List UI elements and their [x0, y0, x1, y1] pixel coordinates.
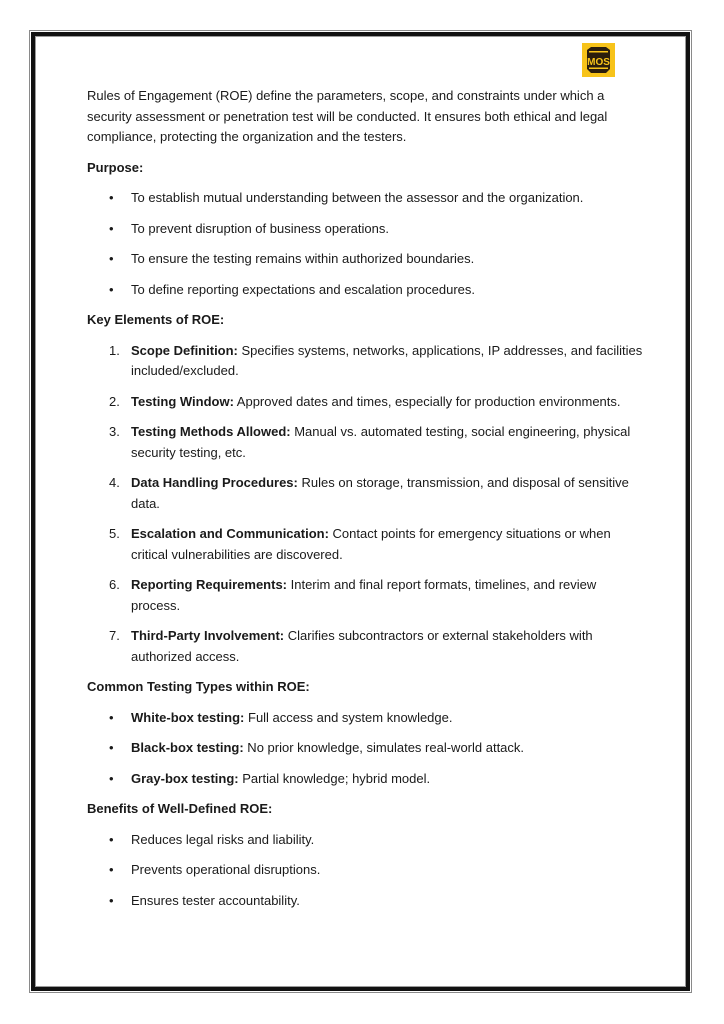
key-element-term: Testing Methods Allowed:	[131, 424, 291, 439]
key-element-term: Scope Definition:	[131, 342, 238, 358]
key-element-item	[87, 422, 647, 463]
purpose-item: • To prevent disruption of business operations.	[87, 219, 647, 240]
testing-type-item	[87, 708, 647, 729]
benefit-item: • Reduces legal risks and liability.	[87, 830, 647, 851]
list-number: 6.	[109, 577, 120, 592]
bullet-icon: •	[109, 770, 114, 786]
bullet-icon: •	[109, 740, 114, 755]
key-element-item	[87, 524, 647, 565]
key-element-item	[87, 626, 647, 667]
key-element-desc: Clarifies subcontractors or external stakeholders with authorized access.	[131, 628, 593, 664]
benefit-item: • Ensures tester accountability.	[87, 891, 647, 912]
testing-type-term: Black-box testing:	[131, 740, 244, 755]
testing-type-desc: Full access and system knowledge.	[244, 709, 453, 725]
key-element-term: Data Handling Procedures:	[131, 475, 298, 490]
key-element-item	[87, 392, 647, 413]
list-number: 3.	[109, 424, 120, 439]
testing-types-heading: Common Testing Types within ROE:	[87, 679, 310, 694]
list-number: 7.	[109, 628, 120, 643]
benefits-heading: Benefits of Well-Defined ROE:	[87, 801, 273, 816]
list-number: 1.	[109, 342, 120, 358]
bullet-icon: •	[109, 281, 114, 297]
bullet-icon: •	[109, 251, 114, 266]
testing-type-term: White-box testing:	[131, 709, 245, 725]
benefits-list	[87, 830, 647, 912]
bullet-icon: •	[109, 220, 114, 236]
mos-logo	[582, 43, 615, 77]
key-element-desc: Interim and final report formats, timelines, and review process.	[131, 577, 597, 613]
bullet-icon: •	[109, 892, 114, 908]
list-number: 5.	[109, 526, 120, 541]
logo-text: MOS	[587, 57, 610, 68]
purpose-item: • To ensure the testing remains within authorized boundaries.	[87, 249, 647, 270]
key-element-item	[87, 473, 647, 514]
benefit-item: • Prevents operational disruptions.	[87, 860, 647, 881]
intro-paragraph: Rules of Engagement (ROE) define the parameters, scope, and constraints under which a security assessment or penetration test will be conducted. It ensures both ethical and legal compliance, protecting the organization and the testers.	[87, 88, 608, 144]
key-elements-heading: Key Elements of ROE:	[87, 312, 225, 327]
testing-type-item	[87, 769, 647, 790]
testing-type-desc: No prior knowledge, simulates real-world attack.	[243, 740, 525, 755]
document-body	[87, 86, 647, 921]
key-element-desc: Approved dates and times, especially for production environments.	[233, 393, 621, 409]
key-element-desc: Rules on storage, transmission, and disposal of sensitive data.	[131, 475, 629, 511]
bullet-icon: •	[109, 831, 114, 847]
purpose-heading: Purpose:	[87, 159, 144, 175]
key-element-term: Reporting Requirements:	[131, 577, 288, 592]
mos-badge-icon	[584, 45, 613, 75]
testing-type-term: Gray-box testing:	[131, 770, 239, 786]
testing-type-desc: Partial knowledge; hybrid model.	[238, 770, 431, 786]
key-elements-list	[87, 341, 647, 668]
bullet-icon: •	[109, 862, 114, 877]
purpose-list	[87, 188, 647, 300]
key-element-desc: Specifies systems, networks, applications, IP addresses, and facilities included/excluded.	[131, 342, 643, 378]
testing-types-list	[87, 708, 647, 790]
purpose-item: • To define reporting expectations and escalation procedures.	[87, 280, 647, 301]
key-element-desc: Manual vs. automated testing, social engineering, physical security testing, etc.	[131, 424, 631, 460]
list-number: 4.	[109, 475, 120, 490]
key-element-desc: Contact points for emergency situations or when critical vulnerabilities are discovered.	[131, 526, 611, 562]
bullet-icon: •	[109, 190, 114, 205]
key-element-term: Third-Party Involvement:	[131, 628, 285, 643]
key-element-item	[87, 575, 647, 616]
bullet-icon: •	[109, 709, 114, 725]
purpose-item: • To establish mutual understanding between the assessor and the organization.	[87, 188, 647, 209]
key-element-term: Testing Window:	[131, 393, 234, 409]
key-element-term: Escalation and Communication:	[131, 526, 329, 541]
key-element-item	[87, 341, 647, 382]
testing-type-item	[87, 738, 647, 759]
list-number: 2.	[109, 393, 120, 409]
